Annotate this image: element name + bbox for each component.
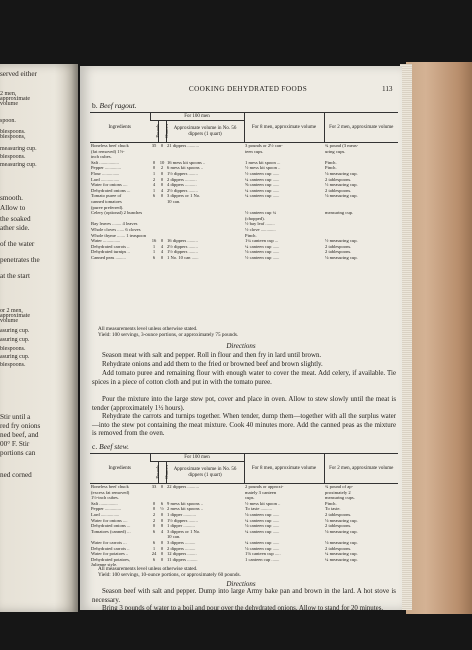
table-cell: 0 bbox=[160, 511, 164, 517]
table-cell: 0 bbox=[160, 484, 164, 489]
table-cell: ⅝ canteen cup ...... bbox=[245, 182, 280, 188]
left-page-fragment: or 2 men, bbox=[0, 308, 23, 314]
section-b-notes bbox=[98, 326, 398, 338]
col-pounds: Pounds bbox=[150, 462, 158, 484]
left-page-fragment: 2 men, bbox=[0, 91, 17, 97]
col-ounces: Ounces bbox=[158, 462, 166, 484]
table-cell: Bay leaves ........ 4 leaves bbox=[91, 221, 138, 227]
col-ounces: Ounces bbox=[158, 121, 166, 143]
left-page-fragment: volume bbox=[0, 318, 18, 324]
table-cell: 6 mess kit spoons .. bbox=[167, 165, 203, 171]
table-cell: Whole cloves ...... 6 cloves bbox=[91, 226, 141, 232]
table-cell: Lard ................ bbox=[91, 511, 120, 517]
table-cell: 16 dippers ......... bbox=[167, 238, 198, 244]
page-number: 113 bbox=[382, 85, 393, 93]
table-cell: 4 bbox=[160, 249, 164, 255]
directions-paragraph: Bring 3 pounds of water to a boil and pour over the dehydrated onions. Allow to stand for 20 minutes. bbox=[102, 605, 384, 610]
book-page bbox=[80, 66, 402, 610]
note-line: Yield: 100 servings, 10-ounce portions, or approximately 60 pounds. bbox=[98, 572, 241, 579]
table-cell: 1¼ canteen cup ... bbox=[245, 238, 279, 244]
table-cell: measuring cups. bbox=[325, 495, 355, 501]
section-c-name: Beef stew. bbox=[99, 442, 129, 451]
left-page-fragment: blespoons, bbox=[0, 134, 26, 140]
col-for-100: For 100 men bbox=[150, 454, 244, 462]
table-cell: ½ bbox=[160, 506, 164, 512]
table-cell: 11 dippers ......... bbox=[167, 556, 198, 562]
table-cell: Pepper .............. bbox=[91, 506, 121, 512]
table-cell: canned tomatoes bbox=[91, 198, 122, 204]
note-line: All measurements level unless otherwise stated. bbox=[98, 326, 198, 332]
table-cell: 1½ dippers ........ bbox=[167, 517, 198, 523]
table-cell: ⅛ measuring cup. bbox=[325, 539, 358, 545]
table-cell: To taste .......... bbox=[245, 506, 272, 512]
table-cell: 6 bbox=[152, 193, 156, 199]
left-page-fragment: at the start bbox=[0, 272, 30, 280]
table-cell: 0 bbox=[160, 539, 164, 545]
section-b-name: Beef ragout. bbox=[99, 101, 137, 110]
table-cell: 4 bbox=[160, 187, 164, 193]
table-cell: 1 bbox=[152, 170, 156, 176]
table-cell: Celery (optional) 2 bunches bbox=[91, 210, 143, 216]
col-for-8: For 8 men, approximate volume bbox=[244, 113, 324, 143]
table-cell: ¾ pound (3 meas- bbox=[325, 143, 359, 148]
table-cell: Dehydrated carrots .. bbox=[91, 243, 130, 249]
table-cell: ⅛ measuring cup. bbox=[325, 517, 358, 523]
note-line: Yield: 100 servings, 3-ounce portions, or approximately 75 pounds. bbox=[98, 332, 239, 339]
table-cell: 1 bbox=[152, 545, 156, 551]
directions-paragraph: Rehydrate the carrots and turnips together. When tender, dump them—together with all the surplus water—into the stew pot containing the meat mixture. Cook 40 minutes more. Add the canned peas as the mixture is removed from the oven. bbox=[92, 413, 396, 437]
table-cell: ½ canteen cup ¼ bbox=[245, 210, 277, 216]
table-cell: 2 mess kit spoons .. bbox=[167, 506, 203, 512]
table-cell: 0 bbox=[152, 165, 156, 171]
table-cell: 2 bbox=[152, 517, 156, 523]
table-cell: 3 dippers ......... bbox=[167, 539, 196, 545]
table-cell: proximately 2 bbox=[325, 489, 351, 495]
table-cell: 35 bbox=[151, 143, 157, 148]
col-ingredients: Ingredients bbox=[90, 454, 150, 484]
left-page-fragment: ned corned bbox=[0, 471, 32, 479]
table-cell: Salt ................. bbox=[91, 159, 119, 165]
table-cell: (excess fat removed) bbox=[91, 489, 130, 495]
left-page bbox=[0, 64, 78, 612]
table-cell: ¼ canteen cup ...... bbox=[245, 176, 280, 182]
book-cover bbox=[406, 62, 472, 614]
table-cell: measuring cup. bbox=[325, 210, 354, 216]
table-cell: 21 dippers .......... bbox=[167, 143, 199, 148]
table-cell: Water ............... bbox=[91, 238, 121, 244]
table-cell: 8 bbox=[160, 523, 164, 529]
left-page-fragment: Stir until a bbox=[0, 413, 31, 421]
section-b-label: b. bbox=[92, 101, 98, 110]
col-ingredients: Ingredients bbox=[90, 113, 150, 143]
left-page-fragment: measuring cup. bbox=[0, 162, 37, 168]
table-cell: 0 bbox=[160, 254, 164, 260]
table-cell: Dehydrated onions ... bbox=[91, 523, 131, 529]
table-cell: ⅛ canteen cup ...... bbox=[245, 511, 280, 517]
table-cell: ½ mess kit spoon .. bbox=[245, 165, 281, 171]
directions-paragraph: Rehydrate onions and add them to the fried or browned beef and brown slightly. bbox=[102, 361, 323, 368]
table-cell: 6 bbox=[160, 500, 164, 506]
table-cell: 2 tablespoons. bbox=[325, 545, 352, 551]
section-c-label: c. bbox=[92, 442, 98, 451]
table-cell: 2 bbox=[160, 165, 164, 171]
table-cell: 1 dipper ........... bbox=[167, 511, 196, 517]
table-cell: 0 bbox=[152, 523, 156, 529]
table-cell: 2 bbox=[152, 511, 156, 517]
table-cell: ¼ canteen cup ...... bbox=[245, 243, 280, 249]
left-page-fragment: approximate bbox=[0, 313, 30, 319]
table-cell: 1½-inch cubes. bbox=[91, 495, 119, 501]
table-cell: ½ bay leaf ........ bbox=[245, 221, 275, 227]
table-cell: 4 bbox=[152, 182, 156, 188]
table-cell: 1 bbox=[152, 249, 156, 255]
table-cell: Dehydrated onions ... bbox=[91, 187, 131, 193]
table-cell: ½ clove ............. bbox=[245, 226, 276, 232]
table-cell: 3 dippers or 1 No. bbox=[167, 193, 201, 199]
table-cell: 10 can. bbox=[167, 198, 181, 204]
table-cell: ⅛ measuring cup. bbox=[325, 528, 358, 534]
table-cell: 12 dippers ........ bbox=[167, 551, 197, 557]
table-cell: 4 dippers .......... bbox=[167, 182, 197, 188]
table-cell: teen cups. bbox=[245, 148, 264, 154]
table-cell: 0 bbox=[160, 551, 164, 557]
table-cell: 33 bbox=[151, 484, 157, 489]
table-cell: uring cups. bbox=[325, 148, 346, 154]
section-b-directions-heading: Directions bbox=[226, 342, 256, 350]
table-cell: ¼ canteen cup ...... bbox=[245, 187, 280, 193]
recipe-table-beef-stew bbox=[90, 453, 398, 568]
table-cell: ½ canteen cup ...... bbox=[245, 254, 280, 260]
table-cell: 0 bbox=[160, 176, 164, 182]
table-cell: 0 bbox=[160, 170, 164, 176]
left-page-fragment: Allow to bbox=[0, 204, 26, 212]
table-cell: 2 dippers .......... bbox=[167, 176, 197, 182]
table-cell: Whole thyme ....... 1 teaspoon bbox=[91, 232, 146, 238]
table-cell: ¼ canteen cup ...... bbox=[245, 193, 280, 199]
left-page-fragment: asuring cup. bbox=[0, 328, 30, 334]
table-cell: 1 No. 10 can ...... bbox=[167, 254, 199, 260]
table-cell: 0 bbox=[160, 238, 164, 244]
table-cell: 0 bbox=[160, 143, 164, 148]
table-cell: 0 bbox=[160, 193, 164, 199]
left-page-fragment: asuring cup. bbox=[0, 337, 30, 343]
table-cell: Tomatoes (canned) ... bbox=[91, 528, 131, 534]
table-cell: ⅓ measuring cup. bbox=[325, 182, 358, 188]
table-cell: Pinch. bbox=[325, 159, 337, 165]
left-page-fragment: measuring cup. bbox=[0, 146, 37, 152]
left-page-fragment: ned beef, and bbox=[0, 431, 39, 439]
table-cell: Flour ............... bbox=[91, 170, 120, 176]
table-cell: 0 bbox=[152, 159, 156, 165]
left-page-fragment: blespoons. bbox=[0, 362, 26, 368]
table-cell: 6 bbox=[152, 528, 156, 534]
col-pounds: Pounds bbox=[150, 121, 158, 143]
left-page-fragment: the soaked bbox=[0, 215, 31, 223]
left-page-fragment: asuring cup. bbox=[0, 354, 30, 360]
table-cell: Boneless beef chuck bbox=[91, 143, 129, 148]
table-cell: 2 tablespoons. bbox=[325, 176, 352, 182]
table-cell: Boneless beef chuck bbox=[91, 484, 129, 489]
table-cell: 3 dippers or 1 No. bbox=[167, 528, 201, 534]
table-cell: 2½ dippers ........ bbox=[167, 243, 198, 249]
table-cell: Water for onions .... bbox=[91, 517, 128, 523]
directions-paragraph: Season beef with salt and pepper. Dump into large Army bake pan and brown in the lard. A hot stove is necessary. bbox=[92, 588, 396, 604]
table-cell: ¼ canteen cup ...... bbox=[245, 517, 280, 523]
table-cell: 9 mess kit spoons .. bbox=[167, 500, 203, 506]
table-cell: mately 3 canteen bbox=[245, 489, 277, 495]
table-cell: ½ canteen cup ...... bbox=[245, 170, 280, 176]
left-page-fragment: red fry onions bbox=[0, 422, 41, 430]
left-page-fragment: spoon. bbox=[0, 118, 16, 124]
section-c-directions-heading: Directions bbox=[226, 580, 256, 588]
table-cell: ¾ pound of ap- bbox=[325, 484, 354, 489]
running-head: COOKING DEHYDRATED FOODS bbox=[188, 85, 308, 93]
table-cell: 3 pounds or 2½ can- bbox=[245, 143, 283, 148]
left-page-fragment: blespoons. bbox=[0, 154, 26, 160]
table-cell: 6 bbox=[152, 254, 156, 260]
table-cell: 2 pounds or approxi- bbox=[245, 484, 284, 489]
table-cell: 2½ dippers ........ bbox=[167, 187, 198, 193]
table-cell: Canned peas ......... bbox=[91, 254, 126, 260]
table-cell: 6 bbox=[152, 556, 156, 562]
table-cell: 2 tablespoons. bbox=[325, 511, 352, 517]
table-cell: ¼ canteen cup ...... bbox=[245, 528, 280, 534]
table-cell: Pinch. bbox=[325, 500, 337, 506]
table-cell: Water for carrots ... bbox=[91, 539, 127, 545]
directions-paragraph: Pour the mixture into the large stew pot, cover and place in oven. Allow to stew slowly until the meat is tender (approximately 1½ hours). bbox=[92, 396, 396, 412]
left-page-fragment: blespoons. bbox=[0, 129, 26, 135]
left-page-fragment: of the water bbox=[0, 240, 35, 248]
table-cell: ⅛ measuring cup. bbox=[325, 170, 358, 176]
table-cell: ½ mess kit spoon .. bbox=[245, 500, 281, 506]
section-c-notes bbox=[98, 566, 398, 578]
table-cell: ⅛ measuring cup. bbox=[325, 193, 358, 199]
section-c-title bbox=[92, 442, 129, 451]
table-cell: Dehydrated turnips .. bbox=[91, 249, 130, 255]
table-cell: 16 bbox=[151, 238, 157, 244]
table-cell: 1 bbox=[152, 243, 156, 249]
table-cell: (chopped). bbox=[245, 215, 265, 221]
table-cell: cups. bbox=[245, 495, 255, 501]
table-cell: 16 mess kit spoons .. bbox=[167, 159, 206, 165]
table-cell: ¼ measuring cup. bbox=[325, 556, 358, 562]
table-cell: 2 tablespoons. bbox=[325, 523, 352, 529]
left-page-fragment: ather side. bbox=[0, 224, 30, 232]
col-for-2: For 2 men, approximate volume bbox=[324, 113, 398, 143]
table-cell: 0 bbox=[152, 506, 156, 512]
table-cell: 2 tablespoons. bbox=[325, 187, 352, 193]
table-cell: 1½ dippers ........ bbox=[167, 170, 198, 176]
table-cell: ½ measuring cup. bbox=[325, 238, 358, 244]
table-cell: ¼ measuring cup. bbox=[325, 551, 358, 557]
table-cell: 22 dippers .......... bbox=[167, 484, 199, 489]
table-cell: Dehydrated carrots .. bbox=[91, 545, 130, 551]
table-cell: 4 bbox=[160, 528, 164, 534]
left-page-fragment: portions can bbox=[0, 449, 36, 457]
table-cell: 10 bbox=[159, 159, 165, 165]
table-cell: Dehydrated potatoes, bbox=[91, 556, 131, 562]
table-cell: Water for potatoes .. bbox=[91, 551, 129, 557]
table-cell: (fat removed) 1½- bbox=[91, 148, 125, 154]
left-page-fragment: approximate bbox=[0, 96, 30, 102]
table-cell: Lard ................ bbox=[91, 176, 120, 182]
table-cell: 2 tablespoons. bbox=[325, 249, 352, 255]
table-cell: 1⅛ canteen cup ..... bbox=[245, 551, 281, 557]
table-cell: 0 bbox=[160, 517, 164, 523]
table-cell: Pinch. bbox=[325, 165, 337, 171]
table-cell: Water for onions .... bbox=[91, 182, 128, 188]
table-cell: 2 bbox=[152, 176, 156, 182]
col-for-2: For 2 men, approximate volume bbox=[324, 454, 398, 484]
table-cell: 1 bbox=[152, 187, 156, 193]
col-for-8: For 8 men, approximate volume bbox=[244, 454, 324, 484]
table-cell: (puree preferred). bbox=[91, 204, 124, 210]
table-cell: To taste. bbox=[325, 506, 341, 512]
table-cell: Tomato puree of bbox=[91, 193, 122, 199]
table-cell: ⅛ canteen cup ...... bbox=[245, 545, 280, 551]
table-cell: ⅛ canteen cup ...... bbox=[245, 249, 280, 255]
table-cell: 24 bbox=[151, 551, 157, 557]
col-approx-volume: Approximate volume in No. 56 dippers (1 quart) bbox=[166, 121, 244, 143]
directions-paragraph: Add tomato puree and remaining flour with enough water to cover the meat. Add celery, if available. Tie spices in a piece of cotton cloth and put in with the tomato puree. bbox=[92, 370, 396, 386]
table-cell: 4 bbox=[160, 243, 164, 249]
table-cell: 0 bbox=[160, 556, 164, 562]
table-cell: 1½ dippers ........ bbox=[167, 249, 198, 255]
table-cell: 10 can. bbox=[167, 534, 181, 540]
table-row bbox=[90, 255, 398, 261]
left-page-fragment: smooth. bbox=[0, 194, 23, 202]
table-cell: 0 bbox=[160, 182, 164, 188]
table-cell: 2 dippers ......... bbox=[167, 545, 196, 551]
left-page-fragment: served either bbox=[0, 70, 37, 78]
table-cell: 0 bbox=[160, 545, 164, 551]
section-b-title bbox=[92, 101, 137, 110]
note-line: All measurements level unless otherwise stated. bbox=[98, 566, 198, 572]
table-cell: Pepper .............. bbox=[91, 165, 121, 171]
table-cell: Salt ................ bbox=[91, 500, 118, 506]
left-page-fragment: penetrates the bbox=[0, 256, 40, 264]
col-for-100: For 100 men bbox=[150, 113, 244, 121]
table-cell: Julienne style. bbox=[91, 562, 118, 568]
col-approx-volume: Approximate volume in No. 56 dippers (1 quart) bbox=[166, 462, 244, 484]
left-page-fragment: 00° F. Stir bbox=[0, 440, 30, 448]
table-cell: 6 bbox=[152, 539, 156, 545]
left-page-fragment: volume bbox=[0, 101, 18, 107]
table-cell: 1 mess kit spoon ... bbox=[245, 159, 281, 165]
table-cell: 1 canteen cup ....... bbox=[245, 556, 280, 562]
directions-paragraph: Season meat with salt and pepper. Roll in flour and then fry in lard until brown. bbox=[102, 352, 322, 359]
recipe-table-beef-ragout bbox=[90, 112, 398, 260]
left-page-fragment: blespoons. bbox=[0, 346, 26, 352]
table-cell: 1 dipper .......... bbox=[167, 523, 195, 529]
table-cell: inch cubes. bbox=[91, 154, 112, 160]
table-cell: 2 tablespoons. bbox=[325, 243, 352, 249]
table-cell: Pinch. bbox=[245, 232, 257, 238]
table-cell: ⅛ measuring cup. bbox=[325, 254, 358, 260]
table-cell: 0 bbox=[152, 500, 156, 506]
table-cell: ⅛ canteen cup ...... bbox=[245, 523, 280, 529]
table-cell: ¼ canteen cup ...... bbox=[245, 539, 280, 545]
